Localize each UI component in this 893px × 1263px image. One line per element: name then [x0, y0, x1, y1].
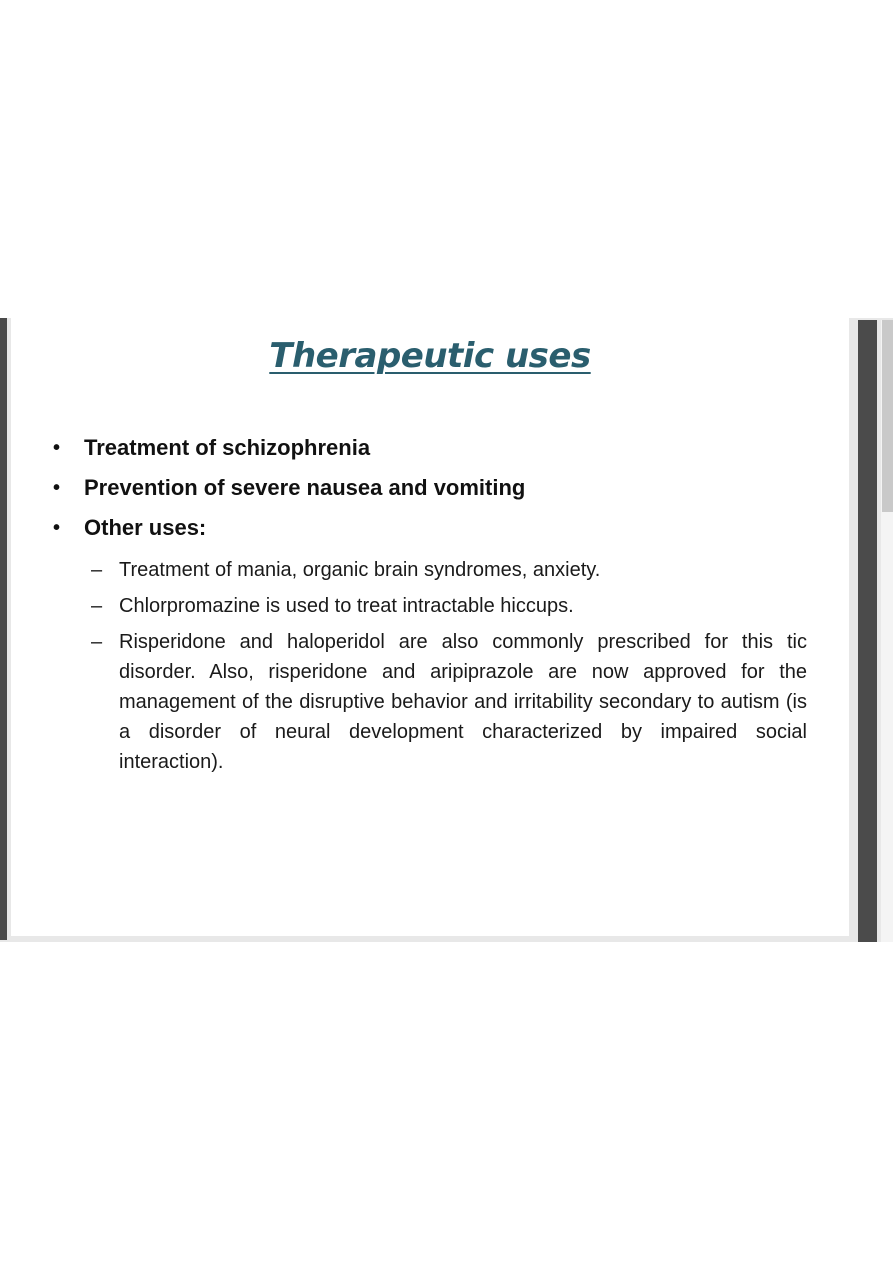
sub-bullet-item [91, 627, 807, 777]
slide-title: Therapeutic uses [269, 336, 591, 376]
sub-bullet-item [91, 591, 807, 621]
bullet-item [53, 512, 813, 552]
bullet-text: Prevention of severe nausea and vomiting [84, 475, 526, 500]
sub-bullet-text: Chlorpromazine is used to treat intractable hiccups. [119, 595, 574, 617]
dash-marker: – [91, 631, 103, 653]
bullet-text: Other uses: [84, 515, 207, 540]
bullet-text: Treatment of schizophrenia [84, 435, 371, 460]
dash-marker: – [91, 559, 103, 581]
dash-marker: – [91, 595, 103, 617]
bullet-marker: • [53, 437, 61, 459]
bullet-marker: • [53, 517, 61, 539]
slide [11, 318, 849, 936]
bullet-marker: • [53, 477, 61, 499]
bullet-item [53, 472, 813, 512]
bullet-list [53, 432, 813, 552]
right-edge-bar [858, 320, 877, 942]
scrollbar-thumb[interactable] [882, 320, 893, 512]
sub-bullet-text: Risperidone and haloperidol are also commonly prescribed for this tic disorder. Also, risperidone and aripiprazole are now approved for the management of the disruptive behavior and irritability secondary to autism (is a disorder of neural development characterized by impaired social interaction). [119, 631, 807, 773]
slide-frame [0, 318, 893, 942]
left-edge-bar [0, 318, 7, 940]
sub-bullet-item [91, 555, 807, 585]
bullet-item [53, 432, 813, 472]
sub-bullet-list [91, 555, 807, 783]
sub-bullet-text: Treatment of mania, organic brain syndromes, anxiety. [119, 559, 601, 581]
